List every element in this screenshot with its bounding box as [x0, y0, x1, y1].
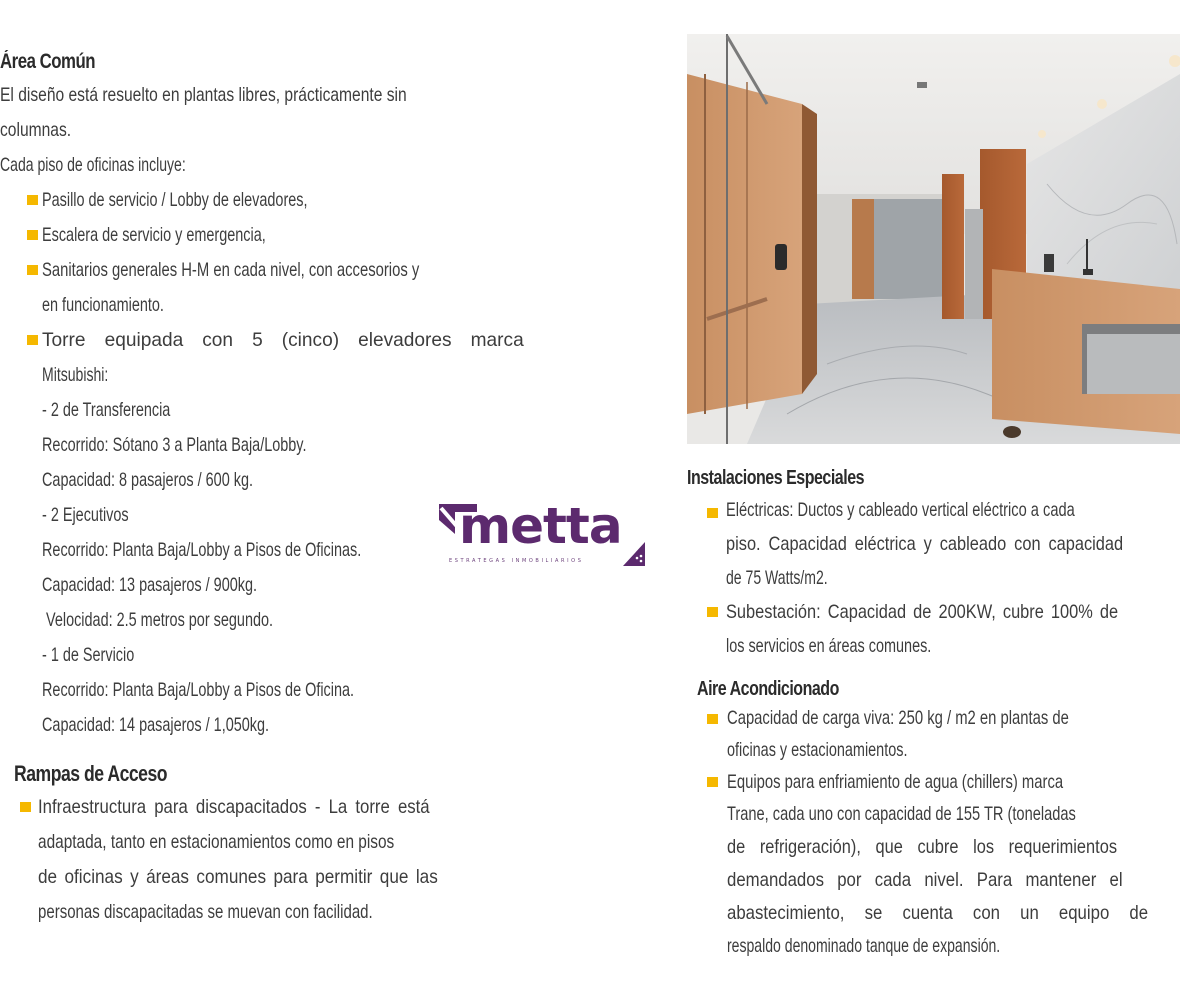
rampas-text-line-2: adaptada, tanto en estacionamientos como en pisos	[38, 831, 395, 853]
chillers-text-line-3: de refrigeración), que cubre los requerimientos	[727, 836, 1118, 858]
elevator-exec-title: - 2 Ejecutivos	[42, 504, 129, 526]
list-item-sanitarios-cont: en funcionamiento.	[42, 294, 164, 316]
electricas-text-line-3: de 75 Watts/m2.	[726, 567, 828, 589]
lobby-photo	[687, 34, 1180, 444]
chillers-text-line-6: respaldo denominado tanque de expansión.	[727, 935, 1001, 957]
square-bullet-icon	[20, 802, 31, 812]
carga-text-line-2: oficinas y estacionamientos.	[727, 739, 908, 761]
elevator-transfer-capacity: Capacidad: 8 pasajeros / 600 kg.	[42, 469, 253, 491]
chillers-text-line-4: demandados por cada nivel. Para mantener el	[727, 869, 1123, 891]
square-bullet-icon	[27, 195, 38, 205]
elevator-service-title: - 1 de Servicio	[42, 644, 135, 666]
lobby-photo-image	[687, 34, 1180, 444]
elevator-service-capacity: Capacidad: 14 pasajeros / 1,050kg.	[42, 714, 270, 736]
electricas-text-line-2: piso. Capacidad eléctrica y cableado con capacidad	[726, 533, 1124, 555]
elevator-exec-route: Recorrido: Planta Baja/Lobby a Pisos de Oficinas.	[42, 539, 362, 561]
list-item-subestacion: Subestación: Capacidad de 200KW, cubre 100% de	[687, 595, 1117, 629]
aire-heading: Aire Acondicionado	[697, 678, 839, 700]
logo-tagline: ESTRATEGAS INMOBILIARIOS	[449, 558, 584, 564]
intro-text-line-1: El diseño está resuelto en plantas libres, prácticamente sin	[0, 84, 407, 106]
list-item-sanitarios: Sanitarios generales H-M en cada nivel, con accesorios y	[0, 253, 490, 288]
list-item-escalera: Escalera de servicio y emergencia,	[0, 218, 490, 253]
chillers-text-line-5: abastecimiento, se cuenta con un equipo de	[727, 902, 1149, 924]
intro-text-line-2: columnas.	[0, 119, 72, 141]
elevator-service-route: Recorrido: Planta Baja/Lobby a Pisos de Oficina.	[42, 679, 355, 701]
list-item-pasillo: Pasillo de servicio / Lobby de elevadores,	[0, 183, 490, 218]
elevator-transfer-route: Recorrido: Sótano 3 a Planta Baja/Lobby.	[42, 434, 307, 456]
chillers-text-line-2: Trane, cada uno con capacidad de 155 TR (toneladas	[727, 803, 1076, 825]
square-bullet-icon	[707, 714, 718, 724]
elevator-exec-capacity: Capacidad: 13 pasajeros / 900kg.	[42, 574, 257, 596]
square-bullet-icon	[27, 335, 38, 345]
logo-wordmark: metta	[459, 497, 622, 555]
list-item-electricas: Eléctricas: Ductos y cableado vertical eléctrico a cada	[687, 493, 1117, 527]
square-bullet-icon	[27, 265, 38, 275]
elevator-transfer-title: - 2 de Transferencia	[42, 399, 171, 421]
square-bullet-icon	[707, 777, 718, 787]
list-item-torre: Torre equipada con 5 (cinco) elevadores marca	[0, 323, 490, 358]
rampas-text-line-4: personas discapacitadas se muevan con facilidad.	[38, 901, 373, 923]
subestacion-text-line-2: los servicios en áreas comunes.	[726, 635, 932, 657]
area-comun-heading: Área Común	[0, 50, 96, 73]
rampas-heading: Rampas de Acceso	[14, 761, 168, 786]
right-column	[687, 460, 1149, 963]
square-bullet-icon	[707, 607, 718, 617]
square-bullet-icon	[27, 230, 38, 240]
list-item-chillers: Equipos para enfriamiento de agua (chillers) marca	[687, 766, 1117, 798]
instalaciones-heading: Instalaciones Especiales	[687, 467, 865, 489]
list-item-rampas: Infraestructura para discapacitados - La torre está	[0, 790, 490, 825]
metta-logo	[437, 497, 652, 575]
rampas-text-line-3: de oficinas y áreas comunes para permitir que las	[38, 866, 438, 888]
elevator-exec-speed: Velocidad: 2.5 metros por segundo.	[42, 609, 274, 631]
list-item-torre-cont: Mitsubishi:	[42, 364, 109, 386]
list-item-carga-viva: Capacidad de carga viva: 250 kg / m2 en plantas de	[687, 703, 1117, 734]
includes-label: Cada piso de oficinas incluye:	[0, 154, 186, 176]
square-bullet-icon	[707, 508, 718, 518]
